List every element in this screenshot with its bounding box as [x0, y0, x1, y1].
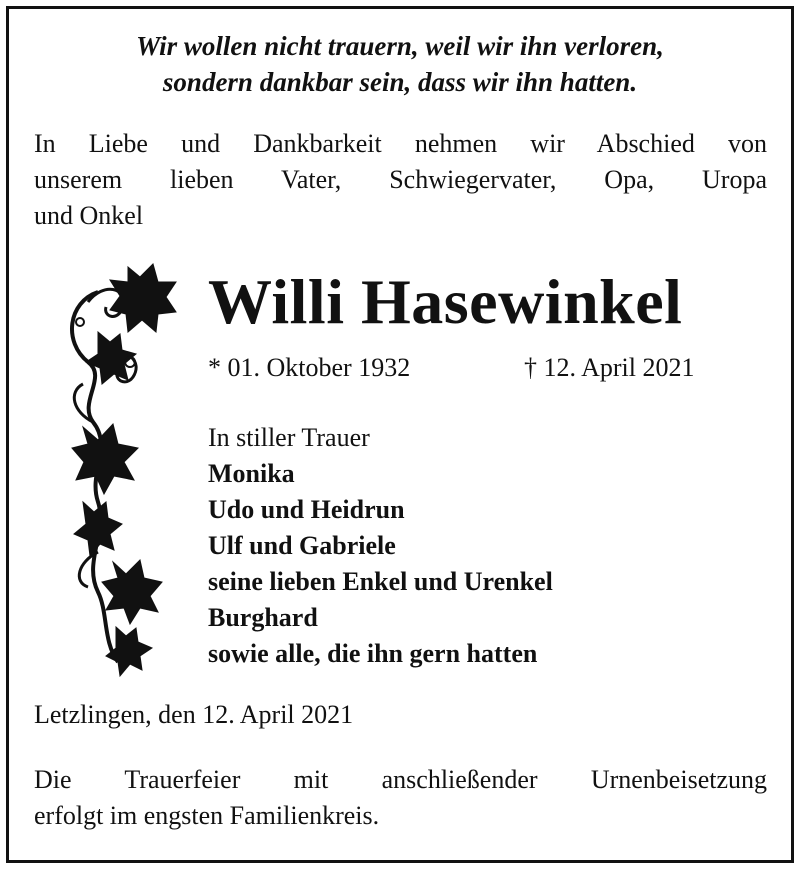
mourners-heading: In stiller Trauer — [208, 423, 370, 452]
intro-line-1: In Liebe und Dankbarkeit nehmen wir Abschied von — [34, 129, 767, 158]
motto-line-2: sondern dankbar sein, dass wir ihn hatten. — [162, 67, 638, 97]
funeral-notice — [34, 762, 767, 834]
intro-text — [34, 126, 767, 234]
mourner-name: Udo und Heidrun — [208, 495, 405, 524]
place-date: Letzlingen, den 12. April 2021 — [34, 700, 354, 729]
notice-line-2: erfolgt im engsten Familienkreis. — [34, 801, 380, 830]
motto-line-1: Wir wollen nicht trauern, weil wir ihn verloren, — [136, 31, 664, 61]
death-date: † 12. April 2021 — [524, 353, 695, 382]
mourner-name: Monika — [208, 459, 295, 488]
deceased-name: Willi Hasewinkel — [208, 266, 683, 337]
motto — [20, 28, 780, 100]
mourner-name: Burghard — [208, 603, 318, 632]
grapevine-icon — [58, 262, 178, 682]
intro-line-3: und Onkel — [34, 201, 144, 230]
notice-line-1: Die Trauerfeier mit anschließender Urnenbeisetzung — [34, 765, 767, 794]
life-dates — [208, 348, 695, 388]
mourners-list — [208, 420, 553, 672]
mourner-name: seine lieben Enkel und Urenkel — [208, 567, 553, 596]
birth-date: * 01. Oktober 1932 — [208, 353, 411, 382]
intro-line-2: unserem lieben Vater, Schwiegervater, Opa, Uropa — [34, 165, 767, 194]
mourner-name: sowie alle, die ihn gern hatten — [208, 639, 538, 668]
mourner-name: Ulf und Gabriele — [208, 531, 396, 560]
